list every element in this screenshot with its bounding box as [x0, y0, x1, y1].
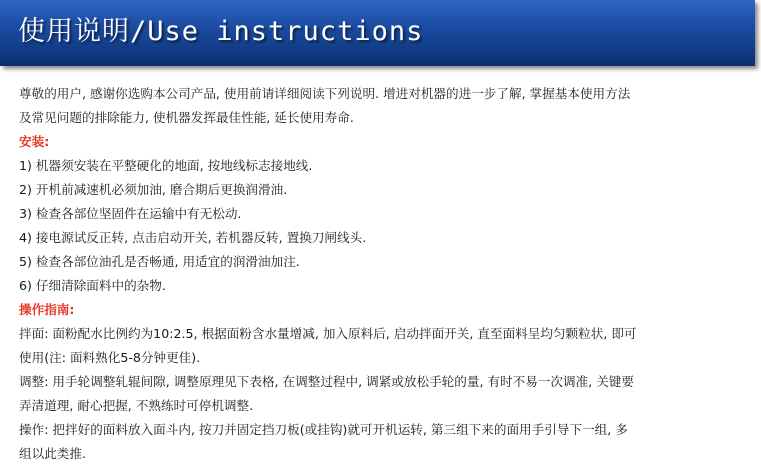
install-item-4: 4) 接电源试反正转, 点击启动开关, 若机器反转, 置换刀闸线头.: [19, 230, 367, 245]
title-banner: [0, 0, 755, 66]
operation-line-2: 使用(注: 面料熟化5-8分钟更佳).: [19, 350, 201, 365]
install-item-5: 5) 检查各部位油孔是否畅通, 用适宜的润滑油加注.: [19, 254, 300, 269]
page-title: 使用说明/Use instructions: [18, 16, 424, 47]
operation-line-6: 组以此类推.: [19, 446, 86, 461]
intro-line-1: 尊敬的用户, 感谢你选购本公司产品, 使用前请详细阅读下列说明. 增进对机器的进一步了解, 掌握基本使用方法: [19, 86, 631, 101]
install-item-6: 6) 仔细清除面料中的杂物.: [19, 278, 166, 293]
install-item-1: 1) 机器须安装在平整硬化的地面, 按地线标志接地线.: [19, 158, 313, 173]
operation-line-5: 操作: 把拌好的面料放入面斗内, 按刀并固定挡刀板(或挂钩)就可开机运转, 第三组下来的面用手引导下一组, 多: [19, 422, 628, 437]
install-item-3: 3) 检查各部位坚固件在运输中有无松动.: [19, 206, 242, 221]
install-item-2: 2) 开机前减速机必须加油, 磨合期后更换润滑油.: [19, 182, 288, 197]
operation-line-4: 弄清道理, 耐心把握, 不熟练时可停机调整.: [19, 398, 254, 413]
instructions-body: [19, 82, 749, 466]
operation-heading: 操作指南:: [19, 302, 75, 317]
operation-line-1: 拌面: 面粉配水比例约为10:2.5, 根据面粉含水量增减, 加入原料后, 启动拌面开关, 直至面料呈均匀颗粒状, 即可: [19, 326, 637, 341]
install-heading: 安装:: [19, 134, 50, 149]
operation-line-3: 调整: 用手轮调整轧辊间隙, 调整原理见下表格, 在调整过程中, 调紧或放松手轮的量, 有时不易一次调准, 关键要: [19, 374, 634, 389]
intro-line-2: 及常见问题的排除能力, 使机器发挥最佳性能, 延长使用寿命.: [19, 110, 354, 125]
